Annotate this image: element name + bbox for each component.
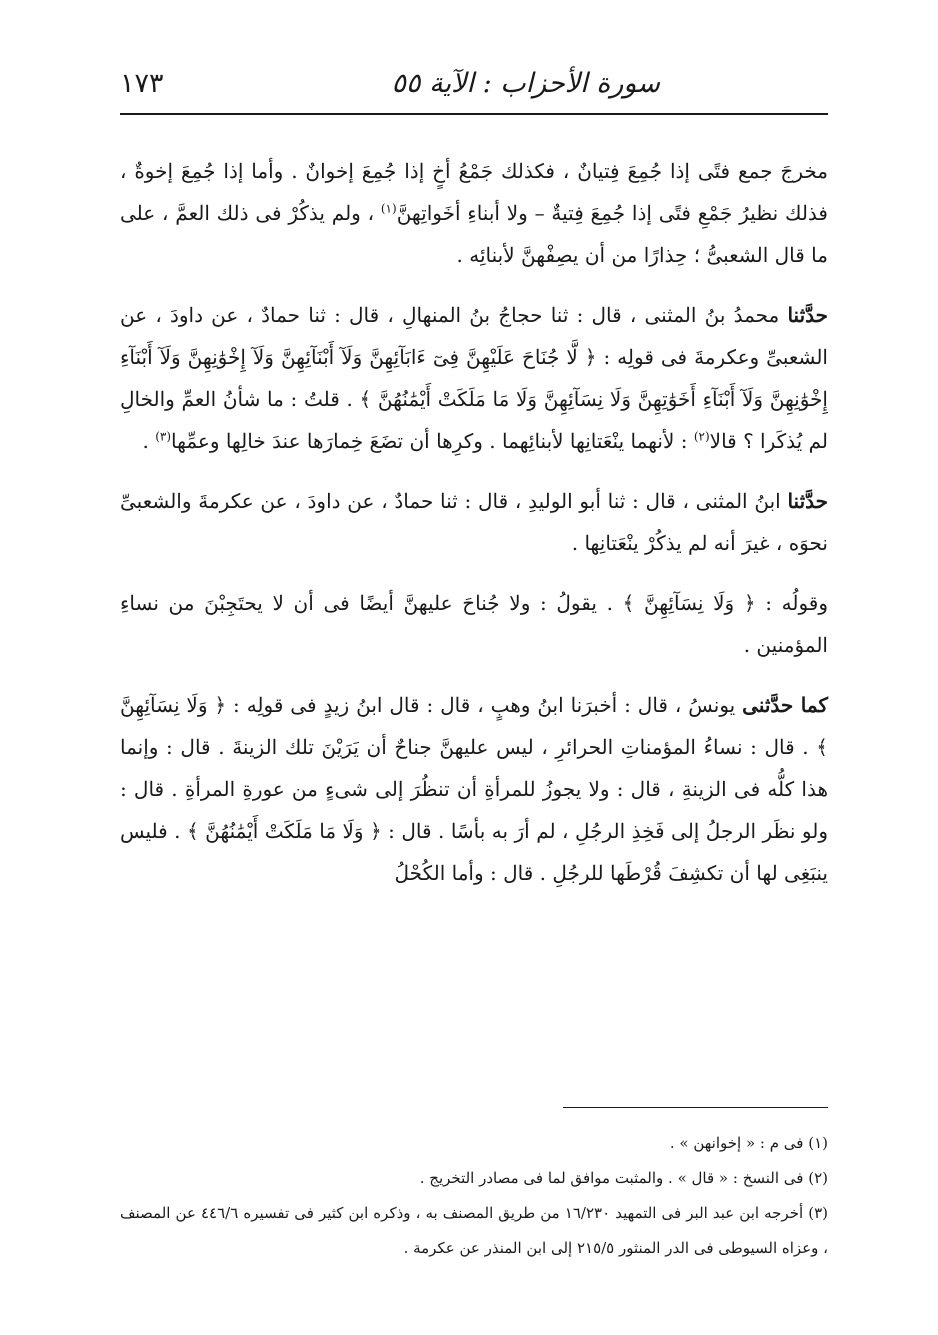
paragraph-text: يونسُ ، قال : أخبرَنا ابنُ وهبٍ ، قال : قال ابنُ زيدٍ فى قولِه : ﴿ وَلَا نِسَآئِهِنَّ ﴾ . قال : نساءُ المؤمناتِ الحرائرِ ، ليس عليهنَّ جناحٌ أن يَرَيْنَ تلك الزينةَ . قال : وإنما هذا كلُّه فى الزينةِ ، قال : ولا يجوزُ للمرأةِ أن تنظُرَ إلى شىءٍ من عورةِ المرأةِ . قال : ولو نظَر الرجلُ إلى فَخِذِ الرجُلِ ، لم أرَ به بأسًا . قال : ﴿ وَلَا مَا مَلَكَتْ أَيْمَٰنُهُنَّ ﴾ . فليس ينبَغِى لها أن تكشِفَ قُرْطَها للرجُلِ . قال : وأما الكُحْلُ xyxy=(120,693,829,885)
page-header xyxy=(120,58,828,108)
footnote-ref: (١) xyxy=(380,201,397,216)
paragraph-text: وقولُه : ﴿ وَلَا نِسَآئِهِنَّ ﴾ . يقولُ : ولا جُناحَ عليهنَّ أيضًا فى أن لا يحتَجِبْنَ من نساءِ المؤمنين . xyxy=(120,591,828,657)
footnotes xyxy=(120,1126,828,1266)
paragraph-2 xyxy=(120,294,828,462)
paragraph-text: محمدُ بنُ المثنى ، قال : ثنا حجاجُ بنُ المنهالِ ، قال : ثنا حمادٌ ، عن داودَ ، عن الشعبىِّ وعكرمةَ فى قولِه : ﴿ لَّا جُنَاحَ عَلَيْهِنَّ فِىٓ ءَابَآئِهِنَّ وَلَآ أَبْنَآئِهِنَّ وَلَآ إِخْوَٰنِهِنَّ وَلَآ أَبْنَآءِ إِخْوَٰنِهِنَّ وَلَآ أَبْنَآءِ أَخَوَٰتِهِنَّ وَلَا نِسَآئِهِنَّ وَلَا مَا مَلَكَتْ أَيْمَٰنُهُنَّ ﴾ . قلتُ : ما شأنُ العمِّ والخالِ لم يُذكَرا ؟ قالا xyxy=(120,303,828,453)
footnote-ref: (٢) xyxy=(693,429,710,444)
running-title: سورة الأحزاب : الآية ٥٥ xyxy=(391,68,660,99)
footnote-1: (١) فى م : « إخوانهن » . xyxy=(669,1134,828,1152)
footnote-ref: (٣) xyxy=(155,429,172,444)
paragraph-3 xyxy=(120,480,828,564)
paragraph-text: . xyxy=(142,429,156,453)
footnote-rule xyxy=(563,1107,828,1108)
paragraph-text: ابنُ المثنى ، قال : ثنا أبو الوليدِ ، قال : ثنا حمادٌ ، عن داودَ ، عن عكرمةَ والشعبىِّ نحوَه ، غيرَ أنه لم يذكُرْ ينْعَتانِها . xyxy=(120,489,828,555)
header-rule xyxy=(120,113,828,115)
paragraph-5 xyxy=(120,684,828,894)
narration-lead: حدَّثنا xyxy=(787,303,828,327)
paragraph-text: مخرجَ جمع فتًى إذا جُمِعَ فِتيانٌ ، فكذلك جَمْعُ أخٍ إذا جُمِعَ إخوانٌ . وأما إذا جُمِعَ إخوةٌ ، فذلك نظيرُ جَمْعِ فتًى إذا جُمِعَ فِتيةٌ – ولا أبناءِ أخَواتِهنَّ xyxy=(120,159,828,225)
footnote-2: (٢) فى النسخ : « قال » . والمثبت موافق لما فى مصادر التخريج . xyxy=(419,1169,828,1187)
narration-lead: حدَّثنا xyxy=(787,489,828,513)
page-number: ١٧٣ xyxy=(120,68,164,99)
main-text xyxy=(120,150,828,912)
footnote-3: (٣) أخرجه ابن عبد البر فى التمهيد ١٦/٢٣٠ من طريق المصنف به ، وذكره ابن كثير فى تفسيره ٤٤٦/٦ عن المصنف ، وعزاه السيوطى فى الدر المنثور ٢١٥/٥ إلى ابن المنذر عن عكرمة . xyxy=(120,1204,828,1257)
paragraph-text: : لأنهما ينْعَتانِها لأبنائِهما . وكرِها أن تضَعَ خِمارَها عندَ خالِها وعمِّها xyxy=(171,429,694,453)
paragraph-1 xyxy=(120,150,828,276)
narration-lead: كما حدَّثنى xyxy=(742,693,828,717)
paragraph-text: ، ولم يذكُرْ فى ذلك العمَّ ، على ما قال الشعبىُّ ؛ حِذارًا من أن يصِفْهنَّ لأبنائِه . xyxy=(120,201,828,267)
paragraph-4 xyxy=(120,582,828,666)
